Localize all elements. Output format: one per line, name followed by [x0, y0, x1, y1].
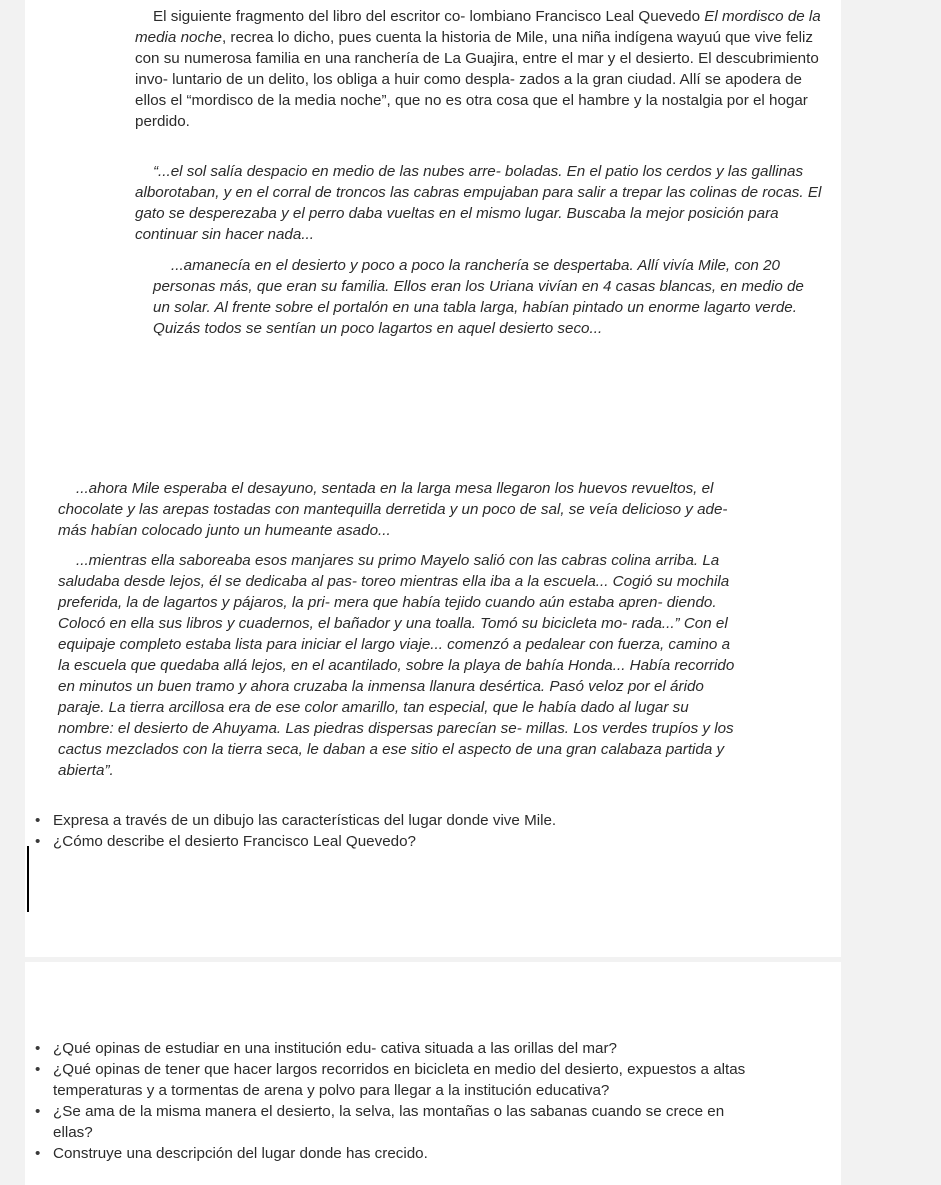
question-list-2 — [25, 1038, 765, 1164]
question-list-1 — [25, 810, 665, 852]
quote-paragraph-1: “...el sol salía despacio en medio de las nubes arre- boladas. En el patio los cerdos y las gallinas alborotaban, y en el corral de troncos las cabras empujaban para salir a trepar las colinas de rocas. El gato se desperezaba y el perro daba vueltas en el mismo lugar. Buscaba la mejor posición para continuar sin hacer nada... — [135, 163, 822, 243]
intro-paragraph — [135, 6, 835, 132]
intro-text-end: , recrea lo dicho, pues cuenta la historia de Mile, una niña indígena wayuú que vive feliz con su numerosa familia en una ranchería de La Guajira, entre el mar y el desierto. El descubrimiento invo- luntario de un delito, los obliga a huir como despla- zados a la gran ciudad. Allí se apodera de ellos el “mordisco de la media noche”, que no es otra cosa que el hambre y la nostalgia por el hogar perdido. — [135, 29, 819, 130]
quote-paragraph-4: ...mientras ella saboreaba esos manjares su primo Mayelo salió con las cabras colina arriba. La saludaba desde lejos, él se dedicaba al pas- toreo mientras ella iba a la escuela... Cogió su mochila preferida, la de lagartos y pájaros, la pri- mera que había tejido cuando aún estaba apren- diendo. Colocó en ella sus libros y cuadernos, el bañador y una toalla. Tomó su bicicleta mo- rada...” Con el equipaje completo estaba lista para iniciar el largo viaje... comenzó a pedalear con fuerza, camino a la escuela que quedaba allá lejos, en el acantilado, sobre la playa de bahía Honda... Había recorrido en minutos un buen tramo y ahora cruzaba la inmensa llanura desértica. Pasó veloz por el árido paraje. La tierra arcillosa era de ese color amarillo, tan especial, que le había dado al lugar su nombre: el desierto de Ahuyama. Las piedras dispersas parecían se- millas. Los verdes trupíos y los cactus mezclados con la tierra seca, le daban a ese sitio el aspecto de una gran calabaza partida y abierta”. — [58, 552, 735, 779]
quote-paragraph-2: ...amanecía en el desierto y poco a poco la ranchería se despertaba. Allí vivía Mile, con 20 personas más, que eran su familia. Ellos eran los Uriana vivían en 4 casas blancas, en medio de un solar. Al frente sobre el portalón en una tabla larga, habían pintado un enorme lagarto verde. Quizás todos se sentían un poco lagartos en aquel desierto seco... — [153, 257, 804, 337]
book-title: El mordisco de la media noche — [135, 8, 821, 46]
text-cursor — [27, 846, 29, 912]
question-item: • ¿Se ama de la misma manera el desierto, la selva, las montañas o las sabanas cuando se crece en ellas? — [25, 1101, 765, 1143]
question-item: • ¿Qué opinas de estudiar en una institución edu- cativa situada a las orillas del mar? — [25, 1038, 765, 1059]
page-1 — [25, 0, 841, 957]
question-item: • Construye una descripción del lugar donde has crecido. — [25, 1143, 765, 1164]
question-item: • ¿Cómo describe el desierto Francisco Leal Quevedo? — [25, 831, 665, 852]
intro-text-start: El siguiente fragmento del libro del escritor co- lombiano Francisco Leal Quevedo — [153, 8, 705, 25]
quote-paragraph-3: ...ahora Mile esperaba el desayuno, sentada en la larga mesa llegaron los huevos revueltos, el chocolate y las arepas tostadas con mantequilla derretida y un poco de sal, se veía delicioso y ade- más habían colocado junto un humeante asado... — [58, 480, 728, 539]
question-item: • ¿Qué opinas de tener que hacer largos recorridos en bicicleta en medio del desierto, expuestos a altas temperaturas y a tormentas de arena y polvo para llegar a la institución educativa? — [25, 1059, 765, 1101]
page-2 — [25, 962, 841, 1185]
question-item: • Expresa a través de un dibujo las características del lugar donde vive Mile. — [25, 810, 665, 831]
